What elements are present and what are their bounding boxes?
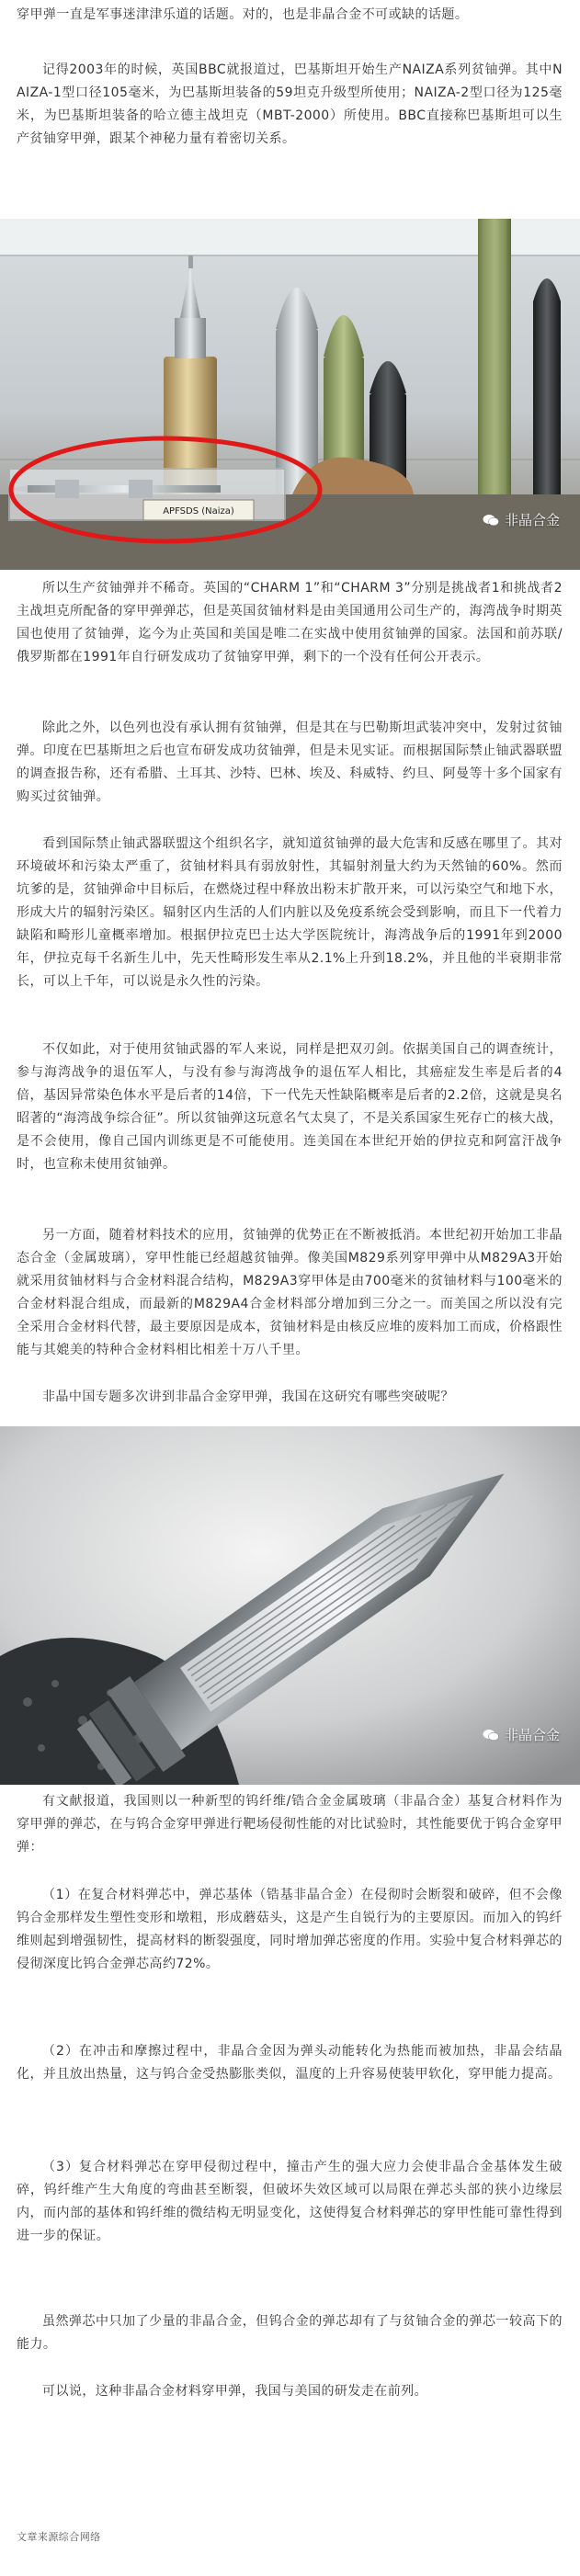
wechat-icon — [483, 1729, 499, 1742]
article-paragraph: 记得2003年的时候，英国BBC就报道过，巴基斯坦开始生产NAIZA系列贫铀弹。其中NAIZA-1型口径105毫米，为巴基斯坦装备的59坦克升级型所使用；NAIZA-2型口径为125毫米，为巴基斯坦装备的哈立德主战坦克（MBT-2000）所使用。BBC直接称巴基斯坦可以生产贫铀穿甲弹，跟某个神秘力量有着密切关系。 — [17, 62, 563, 146]
watermark — [483, 1725, 560, 1744]
watermark-text: 非晶合金 — [504, 1727, 560, 1743]
article-paragraph: 另一方面，随着材料技术的应用，贫铀弹的优势正在不断被抵消。本世纪初开始加工非晶态合金（金属玻璃），穿甲性能已经超越贫铀弹。像美国M829系列穿甲弹中从M829A3开始就采用贫铀材料与合金材料混合结构，M829A3穿甲体是由700毫米的贫铀材料与100毫米的合金材料混合组成，而最新的M829A4合金材料部分增加到三分之一。而美国之所以没有完全采用合金材料代替，最主要原因是成本，贫铀材料是由核反应堆的废料加工而成，价格跟性能与其媲美的特种合金材料相比相差十万八千里。 — [17, 1228, 563, 1357]
article-paragraph: 不仅如此，对于使用贫铀武器的军人来说，同样是把双刃剑。依据美国自己的调查统计，参与海湾战争的退伍军人，与没有参与海湾战争的退伍军人相比，其癌症发生率是后者的4倍，基因异常染色体水平是后者的14倍，下一代先天性缺陷概率是后者的2.2倍，这就是臭名昭著的“海湾战争综合征”。所以贫铀弹这玩意名气太臭了，不是关系国家生死存亡的核大战，是不会使用，像自己国内训练更是不可能使用。连美国在本世纪开始的伊拉克和阿富汗战争时，也宣称未使用贫铀弹。 — [17, 1042, 563, 1172]
article-paragraph: 所以生产贫铀弹并不稀奇。英国的“CHARM 1”和“CHARM 3”分别是挑战者1和挑战者2主战坦克所配备的穿甲弹弹芯，但是英国贫铀材料是由美国通用公司生产的，海湾战争时期英国也使用了贫铀弹，迄今为止英国和美国是唯二在实战中使用贫铀弹的国家。法国和前苏联/俄罗斯都在1991年自行研发成功了贫铀穿甲弹，剩下的一个没有任何公开表示。 — [17, 581, 563, 664]
penetrator-cutaway-photo — [0, 1426, 580, 1785]
exhibit-label: APFSDS (Naiza) — [163, 506, 234, 516]
article-paragraph: 穿甲弹一直是军事迷津津乐道的话题。对的，也是非晶合金不可或缺的话题。 — [17, 7, 469, 22]
article-paragraph: （1）在复合材料弹芯中，弹芯基体（锆基非晶合金）在侵彻时会断裂和破碎，但不会像钨合金那样发生塑性变形和墩粗，形成蘑菇头，这是产生自锐行为的主要原因。而加入的钨纤维则起到增强韧性，提高材料的断裂强度，同时增加弹芯密度的作用。实验中复合材料弹芯的侵彻深度比钨合金弹芯高约72%。 — [17, 1888, 563, 1971]
article-paragraph: 非晶中国专题多次讲到非晶合金穿甲弹，我国在这研究有哪些突破呢？ — [42, 1390, 454, 1404]
article-paragraph: 虽然弹芯中只加了少量的非晶合金，但钨合金的弹芯却有了与贫铀合金的弹芯一较高下的能力。 — [17, 2314, 563, 2352]
article-paragraph: 除此之外，以色列也没有承认拥有贫铀弹，但是其在与巴勒斯坦武装冲突中，发射过贫铀弹。印度在巴基斯坦之后也宣布研发成功贫铀弹，但是未见实证。而根据国际禁止铀武器联盟的调查报告称，还有希腊、土耳其、沙特、巴林、埃及、科威特、约旦、阿曼等十多个国家有购买过贫铀弹。 — [17, 721, 563, 804]
article-source: 文章来源综合网络 — [17, 2531, 101, 2543]
naiza-exhibit-photo — [0, 219, 580, 570]
article-paragraph: 可以说，这种非晶合金材料穿甲弹，我国与美国的研发走在前列。 — [42, 2384, 428, 2399]
watermark-text: 非晶合金 — [504, 512, 560, 528]
watermark — [483, 510, 560, 529]
article-paragraph: 有文献报道，我国则以一种新型的钨纤维/锆合金金属玻璃（非晶合金）基复合材料作为穿甲弹的弹芯，在与钨合金穿甲弹进行靶场侵彻性能的对比试验时，其性能要优于钨合金穿甲弹： — [17, 1794, 563, 1855]
wechat-icon — [483, 514, 499, 527]
article-paragraph: （2）在冲击和摩擦过程中，非晶合金因为弹头动能转化为热能而被加热，非晶会结晶化，并且放出热量，这与钨合金受热膨胀类似，温度的上升容易使装甲软化，穿甲能力提高。 — [17, 2044, 563, 2082]
article-paragraph: 看到国际禁止铀武器联盟这个组织名字，就知道贫铀弹的最大危害和反感在哪里了。其对环境破坏和污染太严重了，贫铀材料具有弱放射性，其辐射剂量大约为天然铀的60%。然而坑爹的是，贫铀弹命中目标后，在燃烧过程中释放出粉末扩散开来，可以污染空气和地下水，形成大片的辐射污染区。辐射区内生活的人们内脏以及免疫系统会受到影响，而且下一代着力缺陷和畸形儿童概率增加。根据伊拉克巴士达大学医院统计，海湾战争后的1991年到2000年，伊拉克每千名新生儿中，先天性畸形发生率从2.1%上升到18.2%，并且他的半衰期非常长，可以上千年，可以说是永久性的污染。 — [17, 836, 563, 989]
article-paragraph: （3）复合材料弹芯在穿甲侵彻过程中，撞击产生的强大应力会使非晶合金基体发生破碎，钨纤维产生大角度的弯曲甚至断裂，但破坏失效区域可以局限在弹芯头部的狭小边缘层内，而内部的基体和钨纤维的微结构无明显变化，这使得复合材料弹芯的穿甲性能可靠性得到进一步的保证。 — [17, 2160, 563, 2243]
